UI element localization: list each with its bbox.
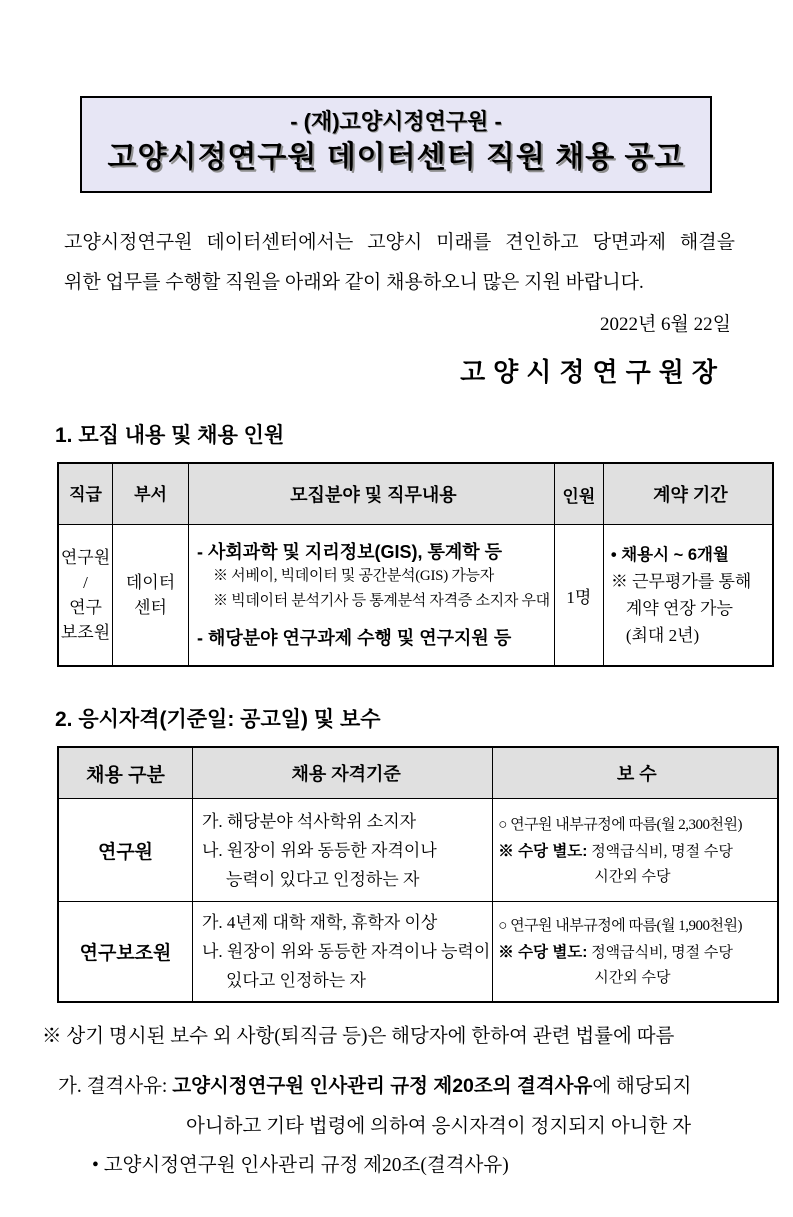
qualification-table-header-row: [58, 747, 778, 799]
criteria-line: 있다고 인정하는 자: [226, 971, 366, 990]
intro-line-1: 고양시정연구원 데이터센터에서는 고양시 미래를 견인하고 당면과제 해결을: [64, 232, 735, 253]
dept-line: 데이터: [125, 573, 176, 592]
headcount-cell: 1명: [554, 525, 603, 667]
position-line: 보조원: [60, 623, 111, 642]
pay-line: [498, 940, 775, 966]
section2-heading: 2. 응시자격(기준일: 공고일) 및 보수: [55, 708, 381, 731]
col-header-dept: 부서: [113, 463, 189, 525]
pay-line: ○ 연구원 내부규정에 따름(월 1,900천원): [498, 918, 742, 934]
category-cell: 연구원: [58, 799, 193, 902]
duty-cell: [189, 525, 555, 667]
intro-line-2: 위한 업무를 수행할 직원을 아래와 같이 채용하오니 많은 지원 바랍니다.: [64, 272, 644, 293]
pay-allowance-label: ※ 수당 별도:: [498, 842, 588, 860]
pay-line: 시간외 수당: [594, 970, 671, 986]
position-line: 연구: [69, 598, 102, 617]
pay-note: ※ 상기 명시된 보수 외 사항(퇴직금 등)은 해당자에 한하여 관련 법률에 따름: [42, 1026, 675, 1047]
duty-note-line: ※ 빅데이터 분석기사 등 통계분석 자격증 소지자 우대: [213, 593, 550, 609]
regulation-bullet: • 고양시정연구원 인사관리 규정 제20조(결격사유): [92, 1155, 509, 1176]
qualification-row-researcher: [58, 799, 778, 902]
signature: 고양시정연구원장: [460, 358, 725, 387]
intro-paragraph: [64, 223, 735, 303]
disqualification-suffix: 에 해당되지: [592, 1076, 692, 1097]
disqualification-line-2: 아니하고 기타 법령에 의하여 응시자격이 정지되지 아니한 자: [186, 1116, 692, 1137]
col-header-position: 직급: [58, 463, 113, 525]
pay-cell: [493, 799, 779, 902]
pay-cell: [493, 902, 779, 1003]
recruitment-table: [57, 462, 774, 667]
banner-subtitle: - (재)고양시정연구원 -: [290, 109, 502, 134]
position-line: 연구원: [60, 548, 111, 567]
pay-allowance-detail: 정액급식비, 명절 수당: [587, 843, 733, 860]
criteria-line: 가. 해당분야 석사학위 소지자: [202, 811, 417, 831]
announcement-date: 2022년 6월 22일: [599, 314, 731, 335]
category-cell: 연구보조원: [58, 902, 193, 1003]
criteria-cell: [193, 902, 493, 1003]
criteria-line: 나. 원장이 위와 동등한 자격이나 능력이: [202, 942, 491, 961]
disqualification-note: [58, 1066, 793, 1147]
criteria-line: 능력이 있다고 인정하는 자: [226, 869, 420, 889]
disqualification-regulation: 고양시정연구원 인사관리 규정 제20조의 결격사유: [172, 1075, 593, 1097]
document-page: [0, 96, 793, 1217]
col-header-pay: 보 수: [493, 747, 779, 799]
term-line: • 채용시 ~ 6개월: [610, 545, 729, 564]
position-cell: [58, 525, 113, 667]
col-header-count: 인원: [554, 463, 603, 525]
qualification-row-assistant: [58, 902, 778, 1003]
banner-title: 고양시정연구원 데이터센터 직원 채용 공고: [107, 141, 685, 174]
dept-line: 센터: [134, 598, 167, 617]
position-line: /: [83, 573, 88, 592]
pay-line: [498, 839, 775, 865]
pay-line: 시간외 수당: [594, 868, 671, 885]
duty-field-line: - 사회과학 및 지리정보(GIS), 통계학 등: [197, 542, 503, 562]
col-header-term: 계약 기간: [603, 463, 773, 525]
pay-allowance-label: ※ 수당 별도:: [498, 944, 588, 961]
term-line: (최대 2년): [625, 625, 700, 645]
disqualification-prefix: 가. 결격사유:: [58, 1076, 173, 1097]
term-line: ※ 근무평가를 통해: [610, 571, 752, 591]
pay-line: ○ 연구원 내부규정에 따름(월 2,300천원): [498, 816, 742, 833]
section1-heading: 1. 모집 내용 및 채용 인원: [55, 424, 285, 447]
qualification-table: [57, 746, 779, 1003]
criteria-line: 나. 원장이 위와 동등한 자격이나: [202, 840, 437, 860]
announcement-banner: [80, 96, 712, 193]
recruitment-table-header-row: [58, 463, 773, 525]
pay-allowance-detail: 정액급식비, 명절 수당: [587, 945, 733, 961]
duty-note-line: ※ 서베이, 빅데이터 및 공간분석(GIS) 가능자: [213, 568, 494, 584]
criteria-line: 가. 4년제 대학 재학, 휴학자 이상: [202, 913, 438, 932]
col-header-category: 채용 구분: [58, 747, 193, 799]
term-line: 계약 연장 가능: [625, 598, 733, 618]
contract-term-cell: [603, 525, 773, 667]
recruitment-table-row: [58, 525, 773, 667]
criteria-cell: [193, 799, 493, 902]
duty-task-line: - 해당분야 연구과제 수행 및 연구지원 등: [197, 628, 512, 648]
disqualification-line-1: [58, 1066, 793, 1107]
dept-cell: [113, 525, 189, 667]
col-header-duty: 모집분야 및 직무내용: [189, 463, 555, 525]
col-header-criteria: 채용 자격기준: [193, 747, 493, 799]
